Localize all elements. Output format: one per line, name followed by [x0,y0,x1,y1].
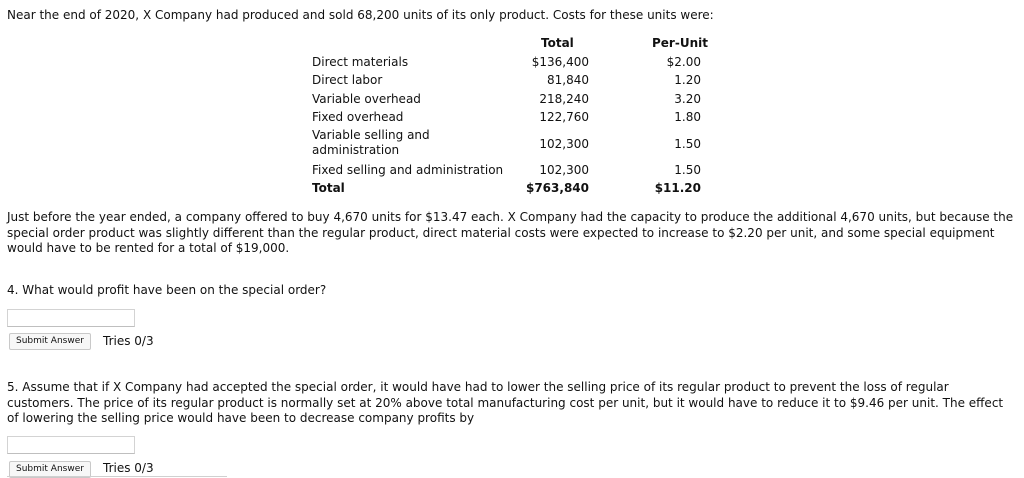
table-row-total: $136,400 [531,55,589,69]
question-5-tries: Tries 0/3 [103,461,154,475]
question-5-text: 5. Assume that if X Company had accepted the special order, it would have had to lower the selling price of its regular product to prevent the loss of regular customers. The price of its regular product is normally set at 20% above total manufacturing cost per unit, but it would have to reduce it to $9.46 per unit. The effect of lowering the selling price would have been to decrease company profits by [7,380,1004,425]
table-row-total: 102,300 [539,163,589,177]
table-row-label: Direct labor [312,73,383,87]
table-row-per-unit: $2.00 [666,55,701,69]
table-row-total: 102,300 [539,137,589,151]
table-row-per-unit: 1.80 [674,110,701,124]
table-row-label: Fixed selling and administration [312,163,504,177]
scenario-text: Just before the year ended, a company offered to buy 4,670 units for $13.47 each. X Company had the capacity to produce the additional 4,670 units, but because the special order product was slightly different than the regular product, direct material costs were expected to increase to $2.20 per unit, and some special equipment would have to be rented for a total of $19,000. [7,210,1014,255]
table-header-per-unit: Per-Unit [652,36,708,50]
question-4-text: 4. What would profit have been on the special order? [7,283,327,297]
table-row-total: 81,840 [547,73,589,87]
table-row-per-unit: 1.50 [674,163,701,177]
question-5-answer-input[interactable] [7,436,135,454]
table-row-label: Variable selling and administration [312,128,430,157]
table-total-label: Total [312,181,345,195]
question-4-submit-button[interactable]: Submit Answer [9,333,91,350]
table-header-total: Total [541,36,574,50]
table-row-label: Variable overhead [312,92,421,106]
intro-text: Near the end of 2020, X Company had produced and sold 68,200 units of its only product. Costs for these units were: [7,8,714,22]
table-row-label: Direct materials [312,55,409,69]
table-row-label: Fixed overhead [312,110,404,124]
table-row-total: 218,240 [539,92,589,106]
table-total-value: $763,840 [525,181,589,195]
table-row-per-unit: 1.20 [674,73,701,87]
question-4-answer-input[interactable] [7,309,135,327]
table-total-per-unit: $11.20 [654,181,701,195]
table-row-per-unit: 3.20 [674,92,701,106]
table-row-per-unit: 1.50 [674,137,701,151]
question-5-submit-button[interactable]: Submit Answer [9,461,91,478]
question-4-tries: Tries 0/3 [103,334,154,348]
table-row-total: 122,760 [539,110,589,124]
